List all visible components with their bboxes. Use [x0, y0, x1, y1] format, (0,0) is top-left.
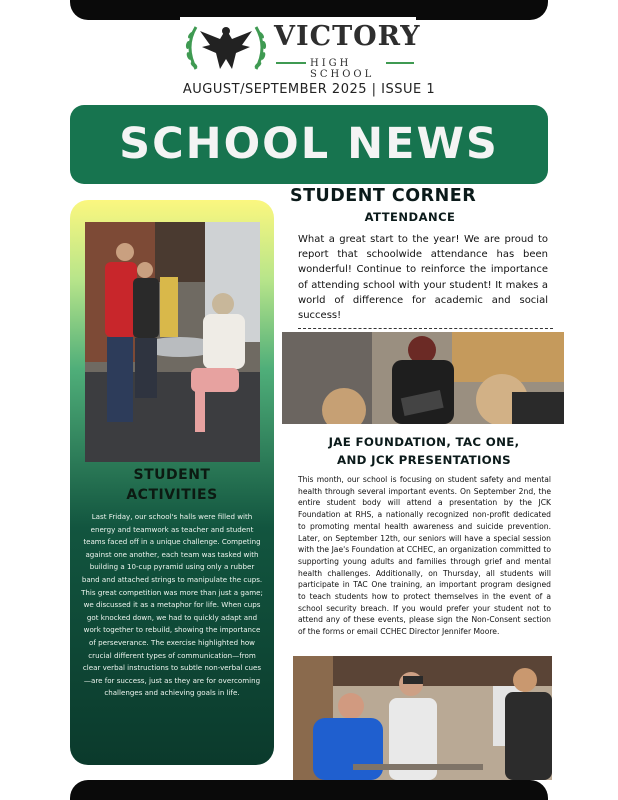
logo-wordmark: VICTORY	[274, 21, 421, 52]
cup-challenge-photo	[85, 222, 260, 462]
logo-rule-left	[276, 62, 306, 64]
bottom-decorative-bar	[70, 780, 548, 800]
masthead-title: SCHOOL NEWS	[119, 119, 499, 169]
school-logo	[180, 17, 421, 80]
masthead-banner	[70, 105, 548, 184]
presentations-heading-line2: AND JCK PRESENTATIONS	[337, 453, 511, 467]
student-corner-heading: STUDENT CORNER	[290, 186, 477, 206]
issue-line: AUGUST/SEPTEMBER 2025 | ISSUE 1	[182, 82, 436, 97]
attendance-subheading: ATTENDANCE	[364, 210, 456, 224]
attendance-body: What a great start to the year! We are proud to report that schoolwide attendance has been wonderful! Continue to reinforce the importance of attending school with your student! It makes a world of difference for academic and social success!	[298, 234, 548, 322]
staff-training-photo	[293, 656, 552, 780]
presentations-heading	[290, 433, 558, 469]
student-activities-body: Last Friday, our school's halls were filled with energy and teamwork as teacher and student teams faced off in a unique challenge. Competing against one another, each team was tasked with building a 10-cup pyramid using only a rubber band and attached strings to manipulate the cups. This great competition was more than just a game; we discussed it as a metaphor for life. When cups got knocked down, we had to quickly adapt and work together to rebuild, showing the importance of perseverance. The exercise highlighted how crucial different types of communication—from clear verbal instructions to subtle non-verbal cues—are for success, just as they are for overcoming challenges and achieving goals in life.	[81, 512, 263, 698]
dashed-divider	[298, 328, 553, 329]
student-activities-heading	[70, 465, 274, 505]
logo-subtitle: HIGH SCHOOL	[310, 58, 375, 80]
student-activities-heading-line2: ACTIVITIES	[126, 487, 218, 503]
presentations-heading-line1: JAE FOUNDATION, TAC ONE,	[328, 435, 520, 449]
students-tablet-photo	[282, 332, 564, 424]
logo-rule-right	[386, 62, 414, 64]
eagle-wreath-emblem	[182, 19, 270, 75]
presentations-body: This month, our school is focusing on student safety and mental health through several important events. On September 2nd, the entire student body will attend a presentation by the JCK Foundation at RHS, a nationally recognized non-profit dedicated to promoting mental health awareness and suicide prevention. Later, on September 12th, our seniors will have a special session with the Jae's Foundation at CCHEC, an organization committed to supporting young adults and families through grief and mental health challenges. Additionally, on Thursday, all students will participate in TAC One training, an important program designed to teach students how to protect themselves in the event of a school security breach. If you would prefer your student not to attend any of these events, please sign the Non-Consent section of the forms or email CCHEC Director Jennifer Moore.	[298, 475, 551, 637]
student-activities-heading-line1: STUDENT	[133, 467, 211, 483]
